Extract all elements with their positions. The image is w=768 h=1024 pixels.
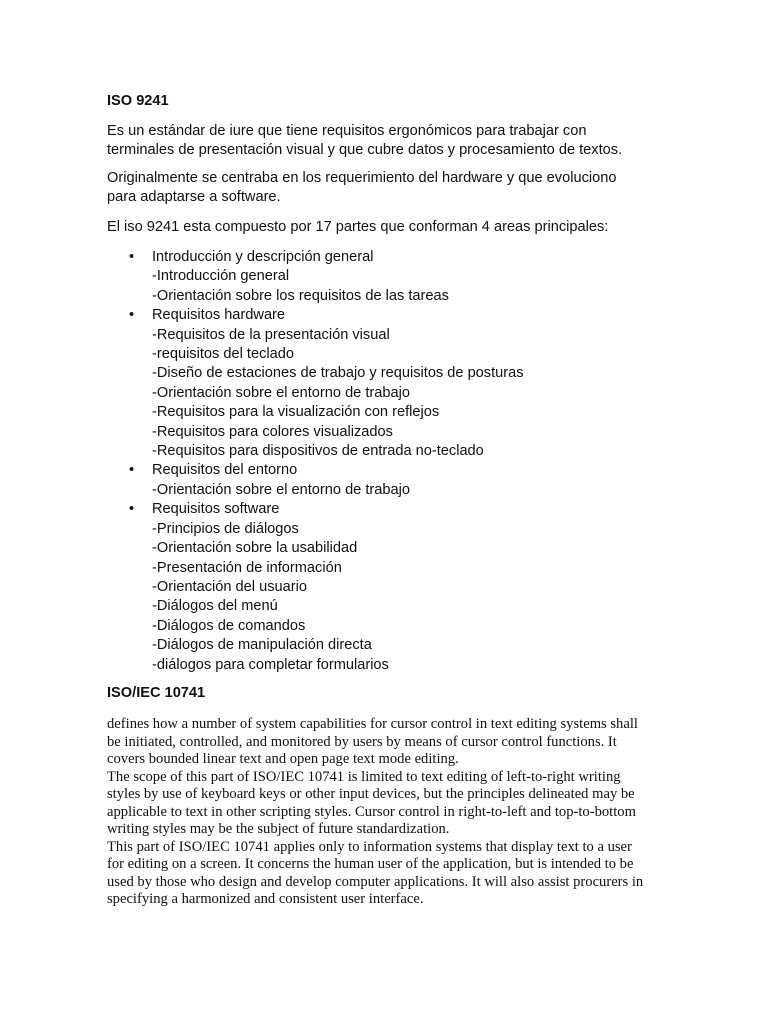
paragraph-parts (107, 218, 667, 237)
area-item: -Diálogos de comandos (152, 617, 306, 634)
text-line: This part of ISO/IEC 10741 applies only to information systems that display text to a user (107, 838, 632, 855)
area-item: -diálogos para completar formularios (152, 656, 389, 673)
area-item: -Orientación sobre la usabilidad (152, 540, 358, 557)
areas-list (107, 248, 667, 675)
area-item: -Presentación de información (152, 559, 342, 576)
text-line: used by those who design and develop computer applications. It will also assist procurers in (107, 873, 644, 890)
paragraph-definition (107, 122, 667, 160)
list-item (107, 461, 667, 500)
paragraph-iso-iec-10741 (107, 716, 687, 909)
text-line: specifying a harmonized and consistent user interface. (107, 891, 424, 907)
area-item: -Diálogos de manipulación directa (152, 637, 372, 654)
text-line: for editing on a screen. It concerns the human user of the application, but is intended to be (107, 856, 634, 872)
heading-iso-iec-10741: ISO/IEC 10741 (107, 685, 206, 701)
text-line: applicable to text in other scripting styles. Cursor control in right-to-left and top-to-bottom (107, 803, 636, 820)
text-line: The scope of this part of ISO/IEC 10741 is limited to text editing of left-to-right writing (107, 768, 621, 785)
text-line: Es un estándar de iure que tiene requisitos ergonómicos para trabajar con (107, 123, 587, 139)
heading-iso-9241: ISO 9241 (107, 93, 169, 109)
area-item: -Requisitos de la presentación visual (152, 326, 390, 343)
area-title: Requisitos hardware (152, 307, 286, 324)
area-item: -Introducción general (152, 268, 290, 285)
text-line: Originalmente se centraba en los requerimiento del hardware y que evoluciono (107, 170, 617, 186)
text-line: terminales de presentación visual y que cubre datos y procesamiento de textos. (107, 142, 623, 158)
area-item: -Principios de diálogos (152, 520, 299, 537)
list-item (107, 248, 667, 306)
area-item: -Orientación sobre los requisitos de las tareas (152, 287, 449, 304)
bullet-icon: • (129, 462, 135, 479)
text-line: writing styles may be the subject of future standardization. (107, 821, 450, 837)
text-line: styles by use of keyboard keys or other input devices, but the principles delineated may be (107, 786, 635, 802)
text-line: para adaptarse a software. (107, 189, 281, 205)
bullet-icon: • (129, 249, 135, 265)
area-item: -Diseño de estaciones de trabajo y requisitos de posturas (152, 365, 524, 382)
bullet-icon: • (129, 307, 135, 324)
paragraph-origin (107, 169, 667, 207)
area-item: -Diálogos del menú (152, 598, 278, 615)
bullet-icon: • (129, 501, 135, 518)
area-item: -Orientación sobre el entorno de trabajo (152, 481, 410, 498)
area-item: -Requisitos para la visualización con reflejos (152, 404, 440, 421)
area-item: -Orientación del usuario (152, 578, 307, 595)
area-title: Requisitos software (152, 501, 280, 518)
area-item: -Orientación sobre el entorno de trabajo (152, 384, 410, 401)
list-item (107, 306, 667, 461)
list-item (107, 500, 667, 675)
area-item: -Requisitos para dispositivos de entrada no-teclado (152, 443, 484, 460)
text-line: defines how a number of system capabilities for cursor control in text editing systems shall (107, 716, 638, 732)
text-line: covers bounded linear text and open page text mode editing. (107, 751, 459, 767)
area-item: -requisitos del teclado (152, 346, 294, 363)
area-item: -Requisitos para colores visualizados (152, 423, 393, 440)
area-title: Requisitos del entorno (152, 462, 298, 479)
text-line: El iso 9241 esta compuesto por 17 partes que conforman 4 areas principales: (107, 219, 609, 235)
text-line: be initiated, controlled, and monitored by users by means of cursor control functions. It (107, 733, 617, 750)
area-title: Introducción y descripción general (152, 249, 374, 265)
